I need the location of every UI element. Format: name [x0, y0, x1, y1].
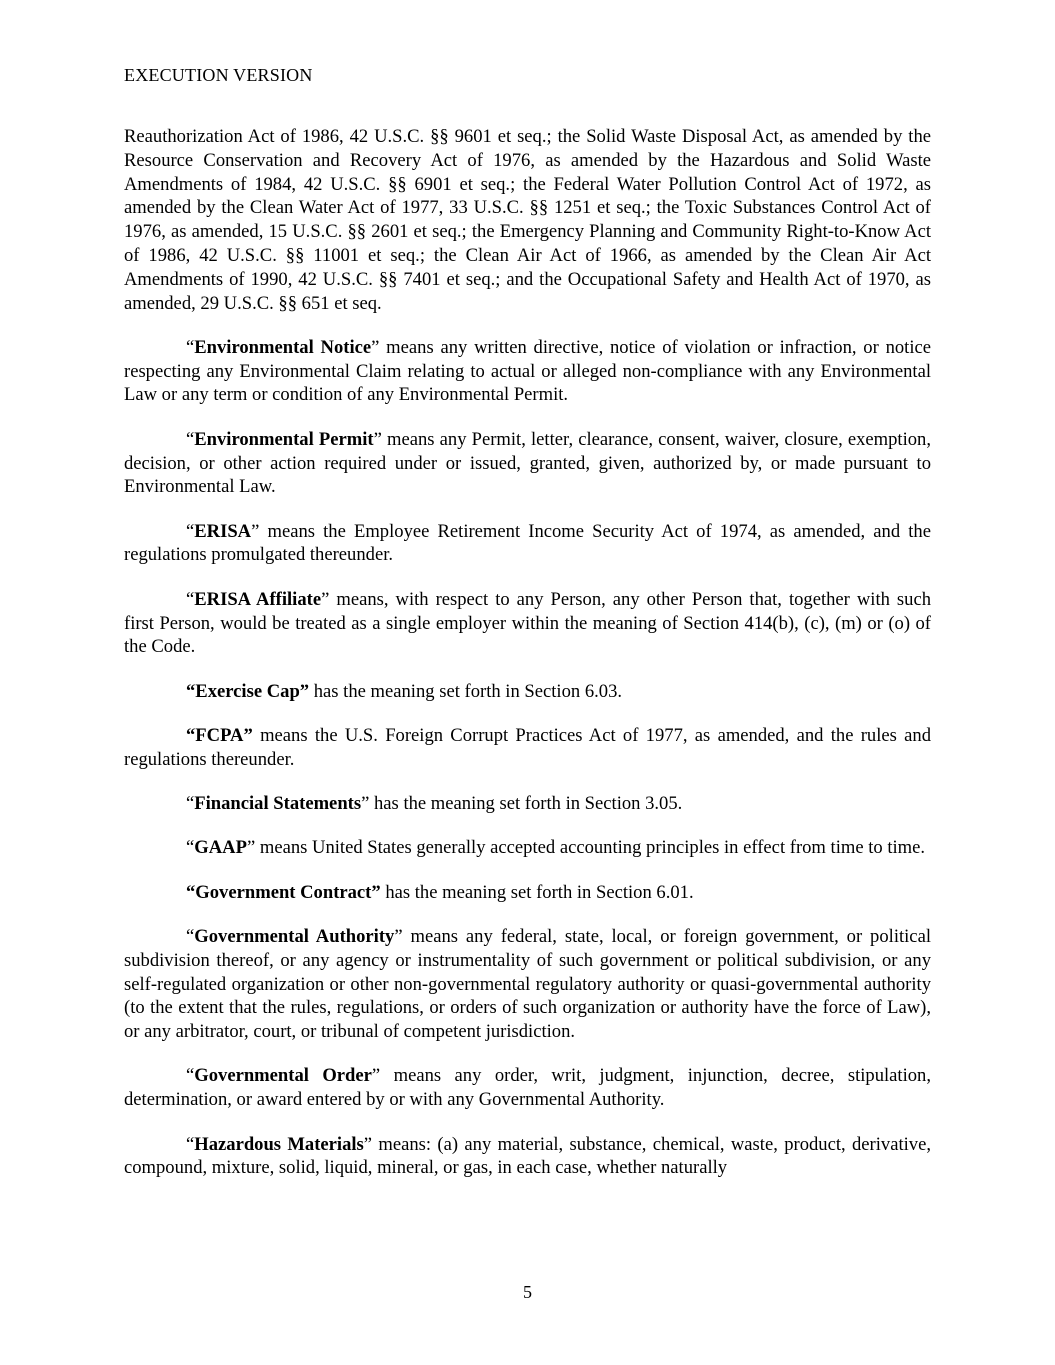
defined-term: ERISA Affiliate — [194, 588, 322, 610]
definition-government-contract — [124, 881, 931, 905]
definition-erisa: “ERISA” means the Employee Retirement Income Security Act of 1974, as amended, and the regulations promulgated thereunder. — [124, 520, 931, 566]
definition-text: means any federal, state, local, or foreign government, or political subdivision thereof, or any agency or instrumentality of such government or political subdivision, or any self-regulated organization or other non-governmental regulatory authority or quasi-governmental authority (to the extent that the rules, regulations, or orders of such organization or authority have the force of Law), or any arbitrator, court, or tribunal of competent jurisdiction. — [124, 925, 931, 1043]
definition-governmental-authority: “Governmental Authority” means any federal, state, local, or foreign government, or political subdivision thereof, or any agency or instrumentality of such government or political subdivision, or any self-regulated organization or other non-governmental regulatory authority or quasi-governmental authority (to the extent that the rules, regulations, or orders of such organization or authority have the force of Law), or any arbitrator, court, or tribunal of competent jurisdiction. — [124, 925, 931, 1043]
defined-term: Governmental Authority — [194, 925, 395, 947]
definition-text: has the meaning set forth in Section 3.05. — [369, 793, 683, 815]
definition-text: means the U.S. Foreign Corrupt Practices Act of 1977, as amended, and the rules and regulations thereunder. — [124, 724, 931, 770]
definition-text: means any Permit, letter, clearance, consent, waiver, closure, exemption, decision, or other action required under or issued, granted, given, authorized by, or made pursuant to Environmental Law. — [124, 428, 931, 498]
definition-financial-statements: “Financial Statements” has the meaning set forth in Section 3.05. — [186, 793, 683, 815]
definition-text: means, with respect to any Person, any other Person that, together with such first Person, would be treated as a single employer within the meaning of Section 414(b), (c), (m) or (o) of the Code. — [124, 588, 932, 658]
defined-term: “Exercise Cap” — [186, 680, 310, 702]
defined-term: Financial Statements — [194, 793, 362, 815]
definition-fcpa — [124, 724, 931, 772]
defined-term: Environmental Notice — [194, 336, 372, 358]
definition-text: has the meaning set forth in Section 6.03. — [309, 680, 623, 702]
defined-term: “Government Contract” — [186, 881, 381, 903]
defined-term: Governmental Order — [194, 1065, 372, 1087]
definition-text: means United States generally accepted accounting principles in effect from time to time. — [255, 837, 926, 859]
definition-text: means any written directive, notice of violation or infraction, or notice respecting any Environmental Claim relating to actual or alleged non-compliance with any Environmental Law or any term or condition of any Environmental Permit. — [124, 336, 932, 406]
defined-term: Environmental Permit — [194, 428, 374, 450]
defined-term: GAAP — [194, 837, 247, 859]
definition-text: means any order, writ, judgment, injunction, decree, stipulation, determination, or award entered by or with any Governmental Authority. — [124, 1065, 931, 1111]
definition-governmental-order: “Governmental Order” means any order, writ, judgment, injunction, decree, stipulation, determination, or award entered by or with any Governmental Authority. — [124, 1065, 931, 1111]
defined-term: “FCPA” — [186, 724, 253, 746]
definition-environmental-permit: “Environmental Permit” means any Permit, letter, clearance, consent, waiver, closure, exemption, decision, or other action required under or issued, granted, given, authorized by, or made pursuant to Environmental Law. — [124, 428, 931, 498]
definition-text: means the Employee Retirement Income Security Act of 1974, as amended, and the regulations promulgated thereunder. — [124, 520, 931, 566]
execution-version-header: EXECUTION VERSION — [124, 65, 313, 85]
definition-text: means: (a) any material, substance, chemical, waste, product, derivative, compound, mixture, solid, liquid, mineral, or gas, in each case, whether naturally — [124, 1133, 931, 1179]
document-body — [124, 125, 931, 1201]
definition-exercise-cap — [124, 680, 931, 704]
definition-hazardous-materials: “Hazardous Materials” means: (a) any material, substance, chemical, waste, product, derivative, compound, mixture, solid, liquid, mineral, or gas, in each case, whether naturally — [124, 1133, 931, 1179]
definition-gaap: “GAAP” means United States generally accepted accounting principles in effect from time to time. — [186, 837, 926, 859]
definition-text: has the meaning set forth in Section 6.01. — [380, 881, 694, 903]
defined-term: ERISA — [194, 520, 252, 542]
page-number: 5 — [523, 1282, 532, 1302]
intro-paragraph: Reauthorization Act of 1986, 42 U.S.C. §§ 9601 et seq.; the Solid Waste Disposal Act, as amended by the Resource Conservation and Recovery Act of 1976, as amended by the Hazardous and Solid Waste Amendments of 1984, 42 U.S.C. §§ 6901 et seq.; the Federal Water Pollution Control Act of 1972, as amended by the Clean Water Act of 1977, 33 U.S.C. §§ 1251 et seq.; the Toxic Substances Control Act of 1976, as amended, 15 U.S.C. §§ 2601 et seq.; the Emergency Planning and Community Right-to-Know Act of 1986, 42 U.S.C. §§ 11001 et seq.; the Clean Air Act of 1966, as amended by the Clean Air Act Amendments of 1990, 42 U.S.C. §§ 7401 et seq.; and the Occupational Safety and Health Act of 1970, as amended, 29 U.S.C. §§ 651 et seq. — [124, 126, 931, 314]
definition-erisa-affiliate: “ERISA Affiliate” means, with respect to any Person, any other Person that, together with such first Person, would be treated as a single employer within the meaning of Section 414(b), (c), (m) or (o) of the Code. — [124, 588, 932, 658]
definition-environmental-notice: “Environmental Notice” means any written directive, notice of violation or infraction, or notice respecting any Environmental Claim relating to actual or alleged non-compliance with any Environmental Law or any term or condition of any Environmental Permit. — [124, 336, 932, 406]
defined-term: Hazardous Materials — [194, 1133, 364, 1155]
